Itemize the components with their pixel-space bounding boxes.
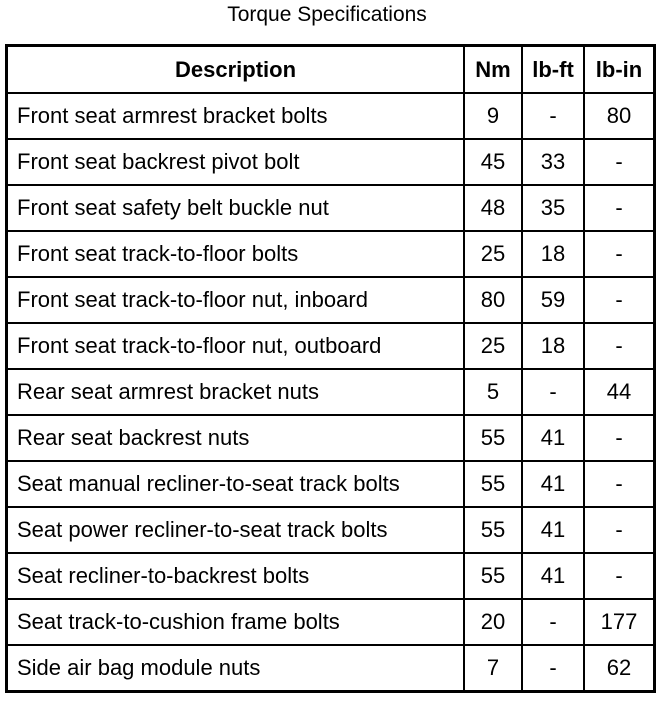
table-row: [7, 645, 655, 692]
cell-description: Rear seat armrest bracket nuts: [7, 369, 465, 415]
table-row: [7, 507, 655, 553]
cell-nm: 20: [464, 599, 522, 645]
cell-lbft: -: [522, 93, 584, 139]
cell-lbin: -: [584, 507, 655, 553]
cell-description: Front seat track-to-floor nut, outboard: [7, 323, 465, 369]
cell-nm: 55: [464, 415, 522, 461]
table-row: [7, 93, 655, 139]
cell-nm: 55: [464, 461, 522, 507]
cell-lbft: 35: [522, 185, 584, 231]
cell-lbft: -: [522, 645, 584, 692]
cell-lbin: -: [584, 323, 655, 369]
cell-description: Seat manual recliner-to-seat track bolts: [7, 461, 465, 507]
cell-lbin: 80: [584, 93, 655, 139]
table-row: [7, 553, 655, 599]
cell-lbft: 41: [522, 553, 584, 599]
cell-lbft: -: [522, 369, 584, 415]
cell-nm: 9: [464, 93, 522, 139]
cell-lbft: 18: [522, 323, 584, 369]
cell-description: Seat track-to-cushion frame bolts: [7, 599, 465, 645]
cell-description: Seat power recliner-to-seat track bolts: [7, 507, 465, 553]
cell-lbin: -: [584, 185, 655, 231]
cell-lbft: 41: [522, 507, 584, 553]
table-row: [7, 323, 655, 369]
cell-lbft: 18: [522, 231, 584, 277]
cell-description: Front seat backrest pivot bolt: [7, 139, 465, 185]
table-row: [7, 369, 655, 415]
cell-lbin: -: [584, 277, 655, 323]
cell-description: Rear seat backrest nuts: [7, 415, 465, 461]
cell-nm: 55: [464, 507, 522, 553]
cell-description: Front seat armrest bracket bolts: [7, 93, 465, 139]
cell-nm: 48: [464, 185, 522, 231]
table-row: [7, 231, 655, 277]
cell-nm: 80: [464, 277, 522, 323]
cell-description: Front seat track-to-floor bolts: [7, 231, 465, 277]
cell-nm: 25: [464, 231, 522, 277]
page-title: Torque Specifications: [227, 3, 427, 26]
header-nm: Nm: [464, 46, 522, 94]
cell-lbin: -: [584, 139, 655, 185]
cell-lbin: 62: [584, 645, 655, 692]
header-description: Description: [7, 46, 465, 94]
cell-lbft: 41: [522, 461, 584, 507]
cell-lbin: 44: [584, 369, 655, 415]
cell-lbft: 33: [522, 139, 584, 185]
cell-nm: 25: [464, 323, 522, 369]
cell-lbft: 59: [522, 277, 584, 323]
cell-lbin: -: [584, 553, 655, 599]
header-lbin: lb-in: [584, 46, 655, 94]
cell-lbin: -: [584, 415, 655, 461]
cell-nm: 7: [464, 645, 522, 692]
cell-lbft: 41: [522, 415, 584, 461]
cell-description: Front seat track-to-floor nut, inboard: [7, 277, 465, 323]
cell-nm: 45: [464, 139, 522, 185]
table-row: [7, 415, 655, 461]
cell-description: Seat recliner-to-backrest bolts: [7, 553, 465, 599]
table-row: [7, 461, 655, 507]
torque-spec-table: [5, 44, 656, 693]
table-header-row: [7, 46, 655, 94]
table-row: [7, 185, 655, 231]
table-row: [7, 139, 655, 185]
cell-description: Front seat safety belt buckle nut: [7, 185, 465, 231]
cell-lbin: 177: [584, 599, 655, 645]
table-row: [7, 599, 655, 645]
cell-nm: 55: [464, 553, 522, 599]
cell-lbin: -: [584, 461, 655, 507]
cell-nm: 5: [464, 369, 522, 415]
cell-lbft: -: [522, 599, 584, 645]
cell-lbin: -: [584, 231, 655, 277]
header-lbft: lb-ft: [522, 46, 584, 94]
cell-description: Side air bag module nuts: [7, 645, 465, 692]
table-row: [7, 277, 655, 323]
